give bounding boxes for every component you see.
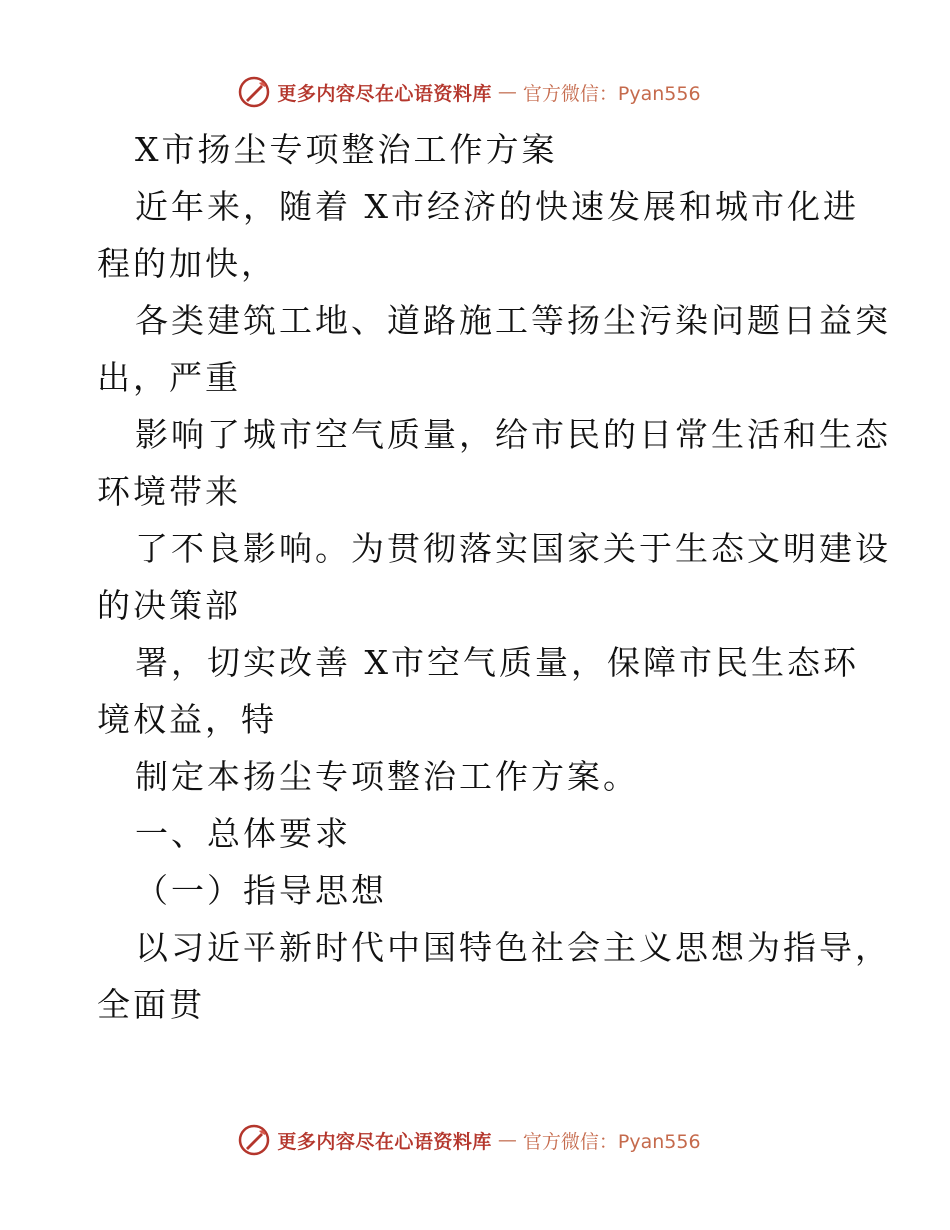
paragraph-line: 出，严重 — [97, 358, 241, 397]
banner-contact: 官方微信：Pyan556 — [522, 1130, 701, 1153]
footer-banner — [0, 1118, 950, 1162]
subsection-heading: （一）指导思想 — [135, 871, 387, 910]
paragraph-line: 程的加快， — [97, 244, 277, 283]
banner-contact: 官方微信：Pyan556 — [522, 82, 701, 105]
paragraph-line: 近年来，随着 X市经济的快速发展和城市化进 — [135, 187, 859, 226]
paragraph-line: 影响了城市空气质量，给市民的日常生活和生态 — [135, 415, 891, 454]
banner-separator: — — [497, 1129, 517, 1151]
banner-separator: — — [497, 81, 517, 103]
document-body — [97, 121, 891, 1033]
document-title: X市扬尘专项整治工作方案 — [135, 130, 558, 169]
paragraph-line: 署，切实改善 X市空气质量，保障市民生态环 — [135, 643, 859, 682]
paragraph-line: 制定本扬尘专项整治工作方案。 — [135, 757, 639, 796]
section-heading: 一、总体要求 — [135, 814, 351, 853]
banner-title: 更多内容尽在心语资料库 — [277, 1130, 492, 1153]
paragraph-line: 全面贯 — [97, 985, 205, 1024]
feather-pen-logo-icon — [237, 75, 271, 109]
paragraph-line: 境权益，特 — [97, 700, 277, 739]
header-banner — [0, 70, 950, 114]
paragraph-line: 了不良影响。为贯彻落实国家关于生态文明建设 — [135, 529, 891, 568]
banner-title: 更多内容尽在心语资料库 — [277, 82, 492, 105]
paragraph-line: 的决策部 — [97, 586, 241, 625]
feather-pen-logo-icon — [237, 1123, 271, 1157]
paragraph-line: 以习近平新时代中国特色社会主义思想为指导， — [135, 928, 891, 967]
paragraph-line: 环境带来 — [97, 472, 241, 511]
paragraph-line: 各类建筑工地、道路施工等扬尘污染问题日益突 — [135, 301, 891, 340]
